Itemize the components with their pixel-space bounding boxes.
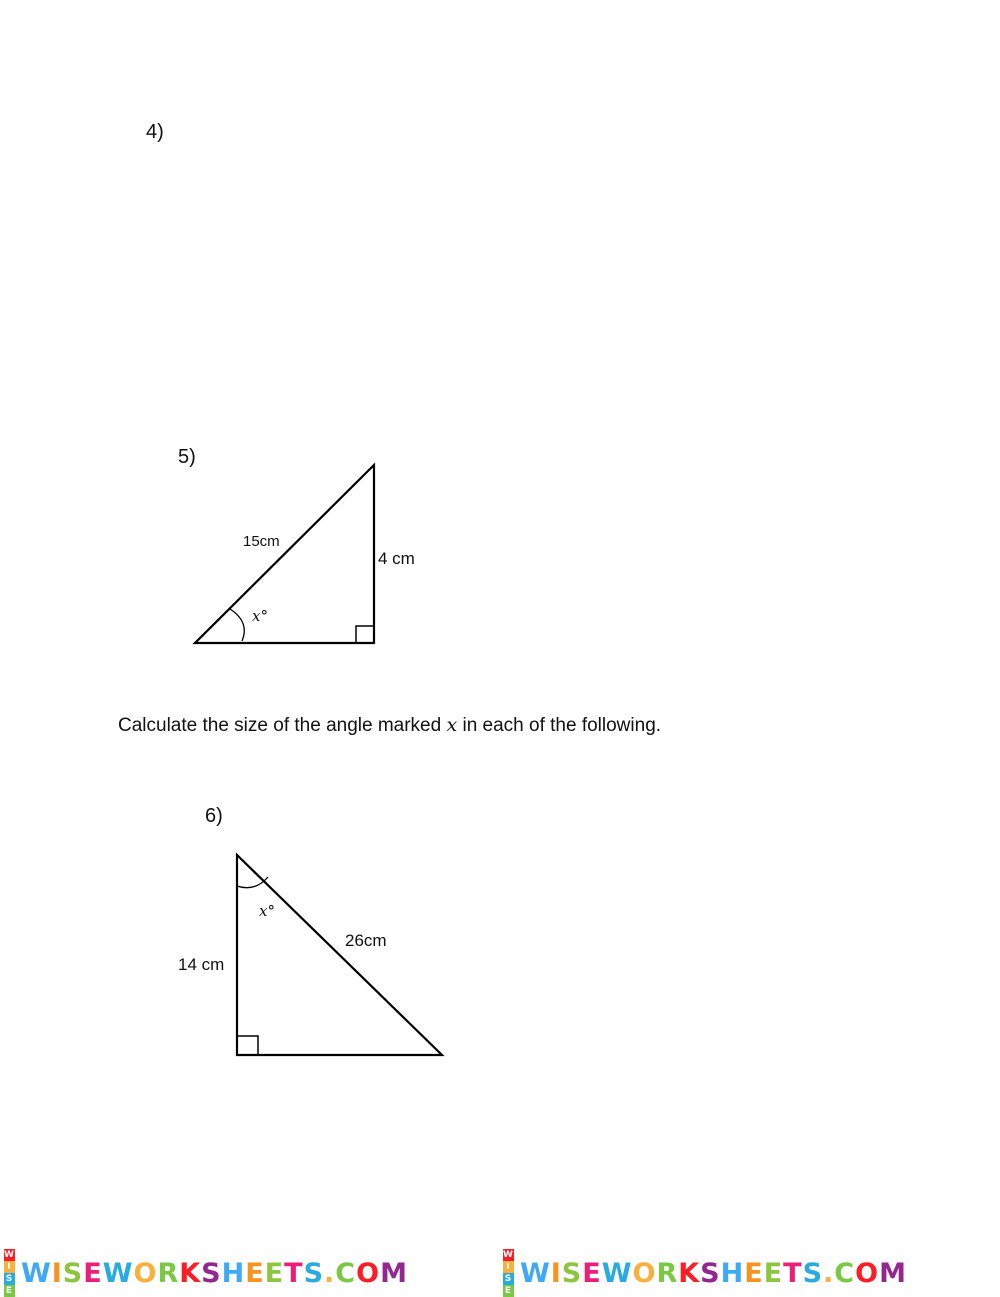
brand-letter: S bbox=[700, 1257, 721, 1289]
question-4-number: 4) bbox=[146, 121, 164, 143]
q5-hypotenuse-label: 15cm bbox=[243, 533, 280, 550]
brand-letter: R bbox=[656, 1257, 679, 1289]
brand-logo-icon: W I S E bbox=[4, 1250, 15, 1296]
brand-text bbox=[520, 1258, 907, 1289]
brand-letter: O bbox=[356, 1257, 381, 1289]
footer-watermark bbox=[0, 1250, 1000, 1296]
brand-letter: K bbox=[678, 1257, 701, 1289]
brand-letter: S bbox=[62, 1257, 84, 1289]
brand-letter: C bbox=[335, 1257, 357, 1289]
brand-logo-icon: W I S E bbox=[503, 1250, 514, 1296]
brand-letter: E bbox=[264, 1257, 285, 1289]
instruction-after: in each of the following. bbox=[457, 715, 662, 736]
question-6-number: 6) bbox=[205, 805, 223, 827]
brand-letter: S bbox=[201, 1257, 222, 1289]
brand-letter: E bbox=[763, 1257, 784, 1289]
brand-letter: T bbox=[284, 1257, 304, 1289]
brand-letter: K bbox=[179, 1257, 202, 1289]
brand-letter: E bbox=[582, 1257, 602, 1289]
brand-letter: I bbox=[51, 1257, 63, 1289]
brand-letter: W bbox=[519, 1257, 551, 1289]
brand-letter: . bbox=[324, 1257, 336, 1289]
brand-letter: O bbox=[632, 1257, 657, 1289]
q6-hypotenuse-label: 26cm bbox=[345, 931, 387, 950]
brand-letter: E bbox=[744, 1257, 764, 1289]
brand-letter: O bbox=[855, 1257, 880, 1289]
brand-letter: E bbox=[245, 1257, 265, 1289]
brand-letter: O bbox=[133, 1257, 158, 1289]
instruction-variable: x bbox=[446, 714, 458, 736]
brand-letter: W bbox=[20, 1257, 52, 1289]
q5-opposite-label: 4 cm bbox=[378, 549, 415, 568]
brand-letter: . bbox=[823, 1257, 835, 1289]
brand-watermark-1 bbox=[4, 1250, 408, 1296]
brand-letter: T bbox=[783, 1257, 803, 1289]
brand-watermark-2 bbox=[503, 1250, 907, 1296]
brand-letter: R bbox=[157, 1257, 180, 1289]
brand-letter: M bbox=[380, 1257, 408, 1289]
brand-letter: H bbox=[720, 1257, 745, 1289]
brand-text bbox=[21, 1258, 408, 1289]
brand-letter: I bbox=[550, 1257, 562, 1289]
brand-letter: S bbox=[802, 1257, 824, 1289]
brand-letter: M bbox=[879, 1257, 907, 1289]
brand-letter: S bbox=[303, 1257, 325, 1289]
brand-letter: C bbox=[834, 1257, 856, 1289]
triangle-q5 bbox=[195, 465, 374, 643]
question-5-number: 5) bbox=[178, 446, 196, 468]
brand-letter: W bbox=[601, 1257, 633, 1289]
brand-letter: E bbox=[83, 1257, 103, 1289]
q6-angle-label: x° bbox=[259, 902, 275, 920]
q6-adjacent-label: 14 cm bbox=[178, 955, 225, 974]
brand-letter: S bbox=[561, 1257, 583, 1289]
instruction-text bbox=[118, 714, 661, 737]
brand-letter: W bbox=[102, 1257, 134, 1289]
triangle-q6 bbox=[237, 855, 442, 1055]
instruction-before: Calculate the size of the angle marked bbox=[118, 715, 447, 736]
brand-letter: H bbox=[221, 1257, 246, 1289]
q5-angle-label: x° bbox=[252, 607, 268, 625]
